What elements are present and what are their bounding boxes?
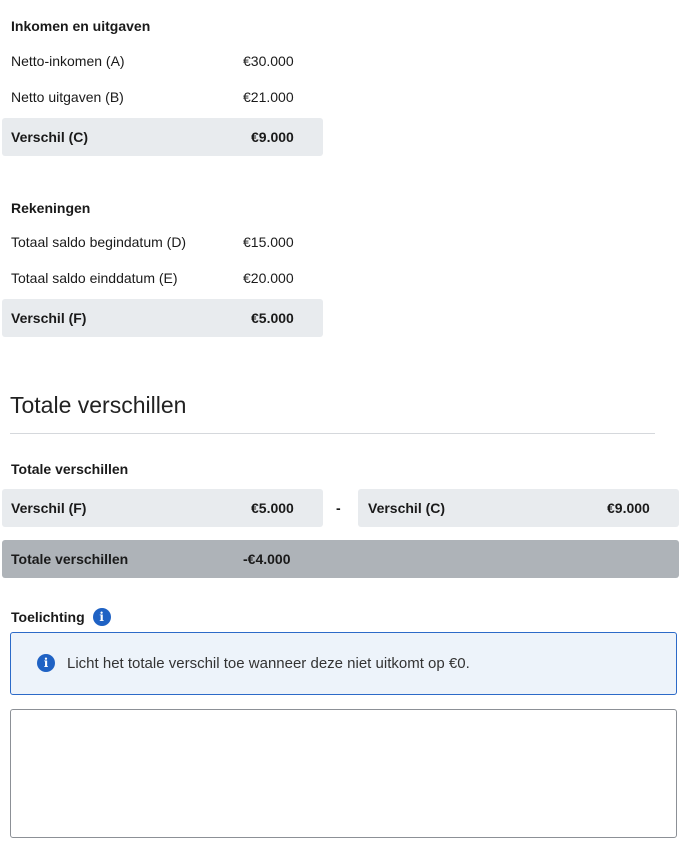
end-balance-label: Totaal saldo einddatum (E) <box>11 270 178 286</box>
difference-f-value: €5.000 <box>251 310 294 326</box>
alert-info-icon: i <box>37 654 55 672</box>
section-title: Totale verschillen <box>10 392 187 418</box>
income-expenses-heading: Inkomen en uitgaven <box>11 18 151 34</box>
totals-right-value: €9.000 <box>607 500 650 516</box>
end-balance-value: €20.000 <box>243 270 294 286</box>
net-income-value: €30.000 <box>243 53 294 69</box>
accounts-heading: Rekeningen <box>11 200 91 216</box>
section-divider <box>10 433 655 434</box>
totals-right-label: Verschil (C) <box>368 500 446 516</box>
info-icon[interactable]: i <box>93 608 111 626</box>
difference-f-row <box>2 299 323 337</box>
totals-result-label: Totale verschillen <box>11 551 129 567</box>
explanation-alert <box>10 632 677 695</box>
totals-result-row <box>2 540 679 578</box>
totals-subheading: Totale verschillen <box>11 461 129 477</box>
explanation-label: Toelichting <box>11 609 85 625</box>
start-balance-value: €15.000 <box>243 234 294 250</box>
difference-f-label: Verschil (F) <box>11 310 87 326</box>
totals-left-label: Verschil (F) <box>11 500 87 516</box>
difference-c-row <box>2 118 323 156</box>
totals-result-value: -€4.000 <box>243 551 291 567</box>
net-expenses-label: Netto uitgaven (B) <box>11 89 124 105</box>
totals-left-value: €5.000 <box>251 500 294 516</box>
start-balance-label: Totaal saldo begindatum (D) <box>11 234 187 250</box>
net-expenses-value: €21.000 <box>243 89 294 105</box>
explanation-textarea[interactable] <box>10 709 677 838</box>
net-income-label: Netto-inkomen (A) <box>11 53 125 69</box>
minus-operator: - <box>336 500 341 516</box>
alert-text: Licht het totale verschil toe wanneer deze niet uitkomt op €0. <box>67 655 470 672</box>
difference-c-value: €9.000 <box>251 129 294 145</box>
totals-left-row <box>2 489 323 527</box>
totals-right-row <box>358 489 679 527</box>
explanation-label-group <box>11 608 111 626</box>
difference-c-label: Verschil (C) <box>11 129 89 145</box>
